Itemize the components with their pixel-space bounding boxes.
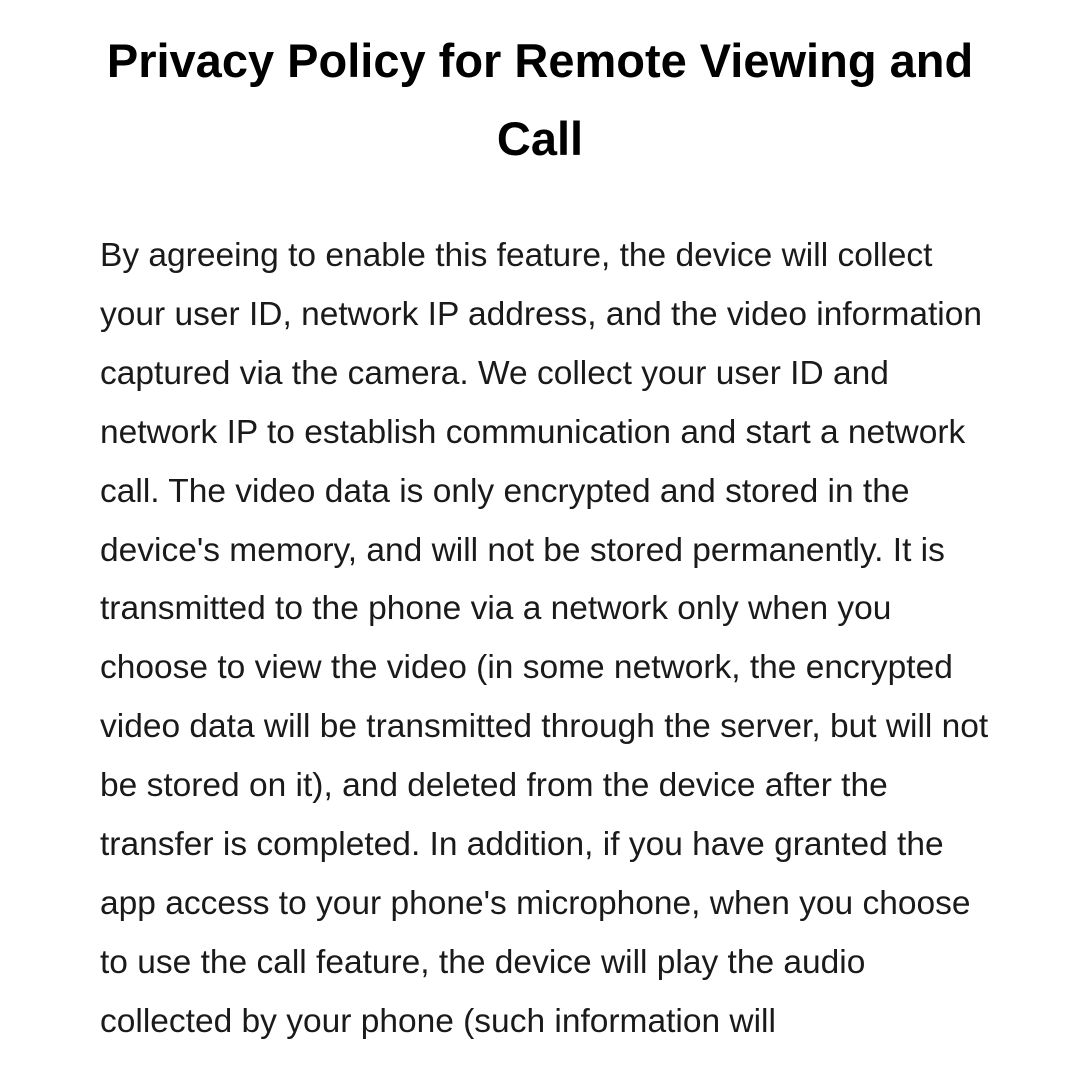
policy-body-text: By agreeing to enable this feature, the device will collect your user ID, network IP address, and the video information captured via the camera. We collect your user ID and network IP to establish communication and start a network call. The video data is only encrypted and stored in the device's memory, and will not be stored permanently. It is transmitted to the phone via a network only when you choose to view the video (in some network, the encrypted video data will be transmitted through the server, but will not be stored on it), and deleted from the device after the transfer is completed. In addition, if you have granted the app access to your phone's microphone, when you choose to use the call feature, the device will play the audio collected by your phone (such information will: [100, 237, 989, 1040]
page-title: Privacy Policy for Remote Viewing and Call: [106, 34, 974, 165]
